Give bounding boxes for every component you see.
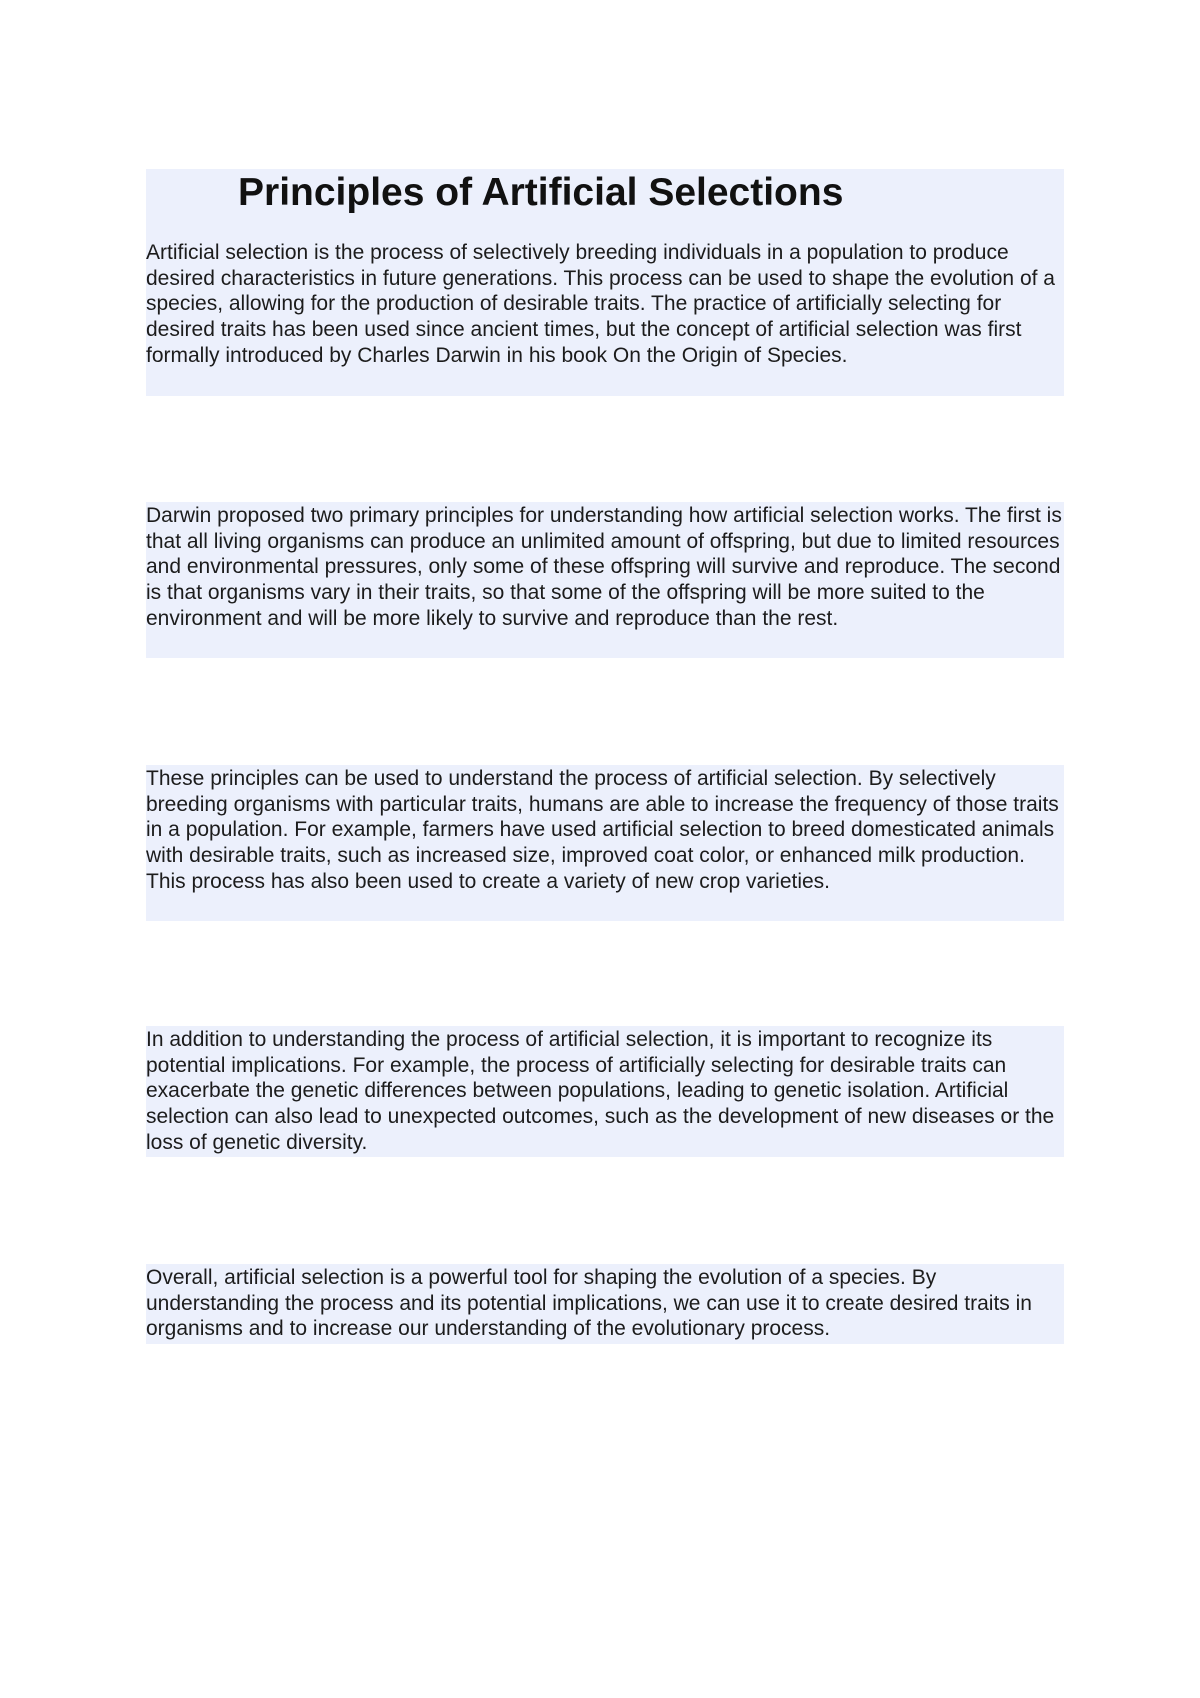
intro-section xyxy=(146,169,1064,396)
paragraph-conclusion: Overall, artificial selection is a powerful tool for shaping the evolution of a species. By understanding the process and its potential implications, we can use it to create desired traits in organisms and to increase our understanding of the evolutionary process. xyxy=(146,1266,1032,1341)
conclusion-section xyxy=(146,1264,1064,1344)
paragraph-applications: These principles can be used to understand the process of artificial selection. By selectively breeding organisms with particular traits, humans are able to increase the frequency of those traits in a population. For example, farmers have used artificial selection to breed domesticated animals with desirable traits, such as increased size, improved coat color, or enhanced milk production. This process has also been used to create a variety of new crop varieties. xyxy=(146,767,1059,893)
document-title: Principles of Artificial Selections xyxy=(238,171,844,214)
paragraph-implications: In addition to understanding the process of artificial selection, it is important to recognize its potential implications. For example, the process of artificially selecting for desirable traits can exacerbate the genetic differences between populations, leading to genetic isolation. Artificial selection can also lead to unexpected outcomes, such as the development of new diseases or the loss of genetic diversity. xyxy=(146,1028,1055,1154)
implications-section xyxy=(146,1026,1064,1157)
paragraph-intro: Artificial selection is the process of selectively breeding individuals in a population to produce desired characteristics in future generations. This process can be used to shape the evolution of a species, allowing for the production of desirable traits. The practice of artificially selecting for desired traits has been used since ancient times, but the concept of artificial selection was first formally introduced by Charles Darwin in his book On the Origin of Species. xyxy=(146,241,1055,367)
paragraph-darwin-principles: Darwin proposed two primary principles for understanding how artificial selection works. The first is that all living organisms can produce an unlimited amount of offspring, but due to limited resources and environmental pressures, only some of these offspring will survive and reproduce. The second is that organisms vary in their traits, so that some of the offspring will be more suited to the environment and will be more likely to survive and reproduce than the rest. xyxy=(146,504,1062,630)
applications-section xyxy=(146,765,1064,921)
darwin-principles-section xyxy=(146,502,1064,658)
